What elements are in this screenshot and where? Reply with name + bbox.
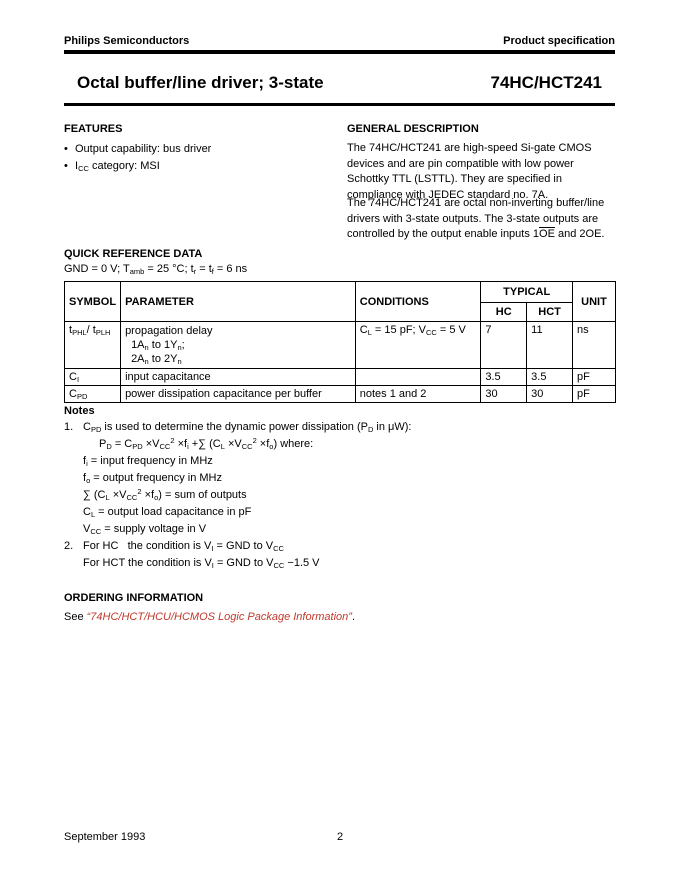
package-info-link[interactable]: “74HC/HCT/HCU/HCMOS Logic Package Information” <box>86 611 352 623</box>
note-sum: ∑ $(C_L \times V_{CC}^2 \times f_o)$ = sum of outputs <box>83 487 247 502</box>
features-list <box>64 143 324 177</box>
part-number: 74HC/HCT241 <box>490 73 602 92</box>
symbol-cpd: $C_{PD}$ <box>65 386 121 403</box>
quick-reference-conditions: GND = 0 V; $T_{amb} = 25$ °C; $t_r = t_f = 6$ ns <box>64 263 248 276</box>
col-hc: HC <box>481 303 527 322</box>
list-item: • Output capability: bus driver <box>64 143 212 155</box>
header-rule-top <box>64 50 615 54</box>
col-symbol: SYMBOL <box>65 282 121 322</box>
general-description-para1: The 74HC/HCT241 are high-speed Si-gate CMOS devices and are pin compatible with low power Schottky TTL (LSTTL). They are specified in compliance with JEDEC standard no. 7A. <box>347 142 592 201</box>
quick-reference-table <box>64 281 616 403</box>
note-vcc: $V_{CC}$ = supply voltage in V <box>83 523 207 536</box>
footer-page-number: 2 <box>337 831 344 843</box>
col-conditions: CONDITIONS <box>355 282 481 322</box>
symbol-ci: $C_I$ <box>65 369 121 386</box>
param-propagation-delay: propagation delay <box>125 325 213 337</box>
feature-icc: category: MSI <box>91 160 160 172</box>
note-2: 2. For HC the condition is $V_I$ = GND to $V_{CC}$ <box>64 540 284 553</box>
document-type: Product specification <box>503 35 615 47</box>
notes-block <box>64 421 624 574</box>
note-2-hct: For HCT the condition is $V_I$ = GND to $V_{CC} -1.5$ V <box>83 557 320 570</box>
col-parameter: PARAMETER <box>121 282 356 322</box>
page-title: Octal buffer/line driver; 3-state <box>77 73 324 92</box>
note-cl: $C_L$ = output load capacitance in pF <box>83 506 252 519</box>
features-heading: FEATURES <box>64 123 123 135</box>
symbol-tphl-tplh: $t_{PHL}/$ $t_{PLH}$ <box>65 322 121 369</box>
col-unit: UNIT <box>573 282 616 322</box>
quick-reference-heading: QUICK REFERENCE DATA <box>64 248 203 260</box>
note-1-formula: $P_D = C_{PD} \times V_{CC}^2 \times f_i$ +∑ $(C_L \times V_{CC}^2 \times f_o)$ where: <box>99 436 314 451</box>
note-1: 1. $C_{PD}$ is used to determine the dynamic power dissipation ($P_D$ in μW): <box>64 421 412 434</box>
ordering-heading: ORDERING INFORMATION <box>64 592 204 604</box>
footer-date: September 1993 <box>64 831 146 843</box>
table-row: $C_{PD}$ power dissipation capacitance per buffer notes 1 and 2 30 30 pF <box>65 386 616 403</box>
col-hct: HCT <box>527 303 573 322</box>
note-fo: $f_o$ = output frequency in MHz <box>83 472 222 485</box>
feature-output: Output capability: bus driver <box>75 143 212 155</box>
note-fi: $f_i$ = input frequency in MHz <box>83 455 213 468</box>
table-row: $t_{PHL}/$ $t_{PLH}$ propagation delay $1A_n$ to $1Y_n$; $2A_n$ to $2Y_n$ $C_L = 15$ pF; $V_{CC} = 5$ V 7 11 ns <box>65 322 616 369</box>
header-rule-bottom <box>64 103 615 106</box>
general-description-para2: The 74HC/HCT241 are octal non-inverting buffer/line drivers with 3-state outputs. The 3-state outputs are controlled by the output enable inputs $1\overline{OE}$ and 2OE. <box>347 197 605 240</box>
cond-load: $C_L = 15$ pF; $V_{CC} = 5$ V <box>355 322 481 369</box>
list-item: • $I_{CC}$ category: MSI <box>64 160 160 173</box>
table-row: $C_I$ input capacitance 3.5 3.5 pF <box>65 369 616 386</box>
company-name: Philips Semiconductors <box>64 35 190 47</box>
col-typical: TYPICAL <box>481 282 573 303</box>
general-description-heading: GENERAL DESCRIPTION <box>347 123 479 135</box>
ordering-text: See “74HC/HCT/HCU/HCMOS Logic Package Information”. <box>64 611 356 623</box>
notes-heading: Notes <box>64 405 95 417</box>
